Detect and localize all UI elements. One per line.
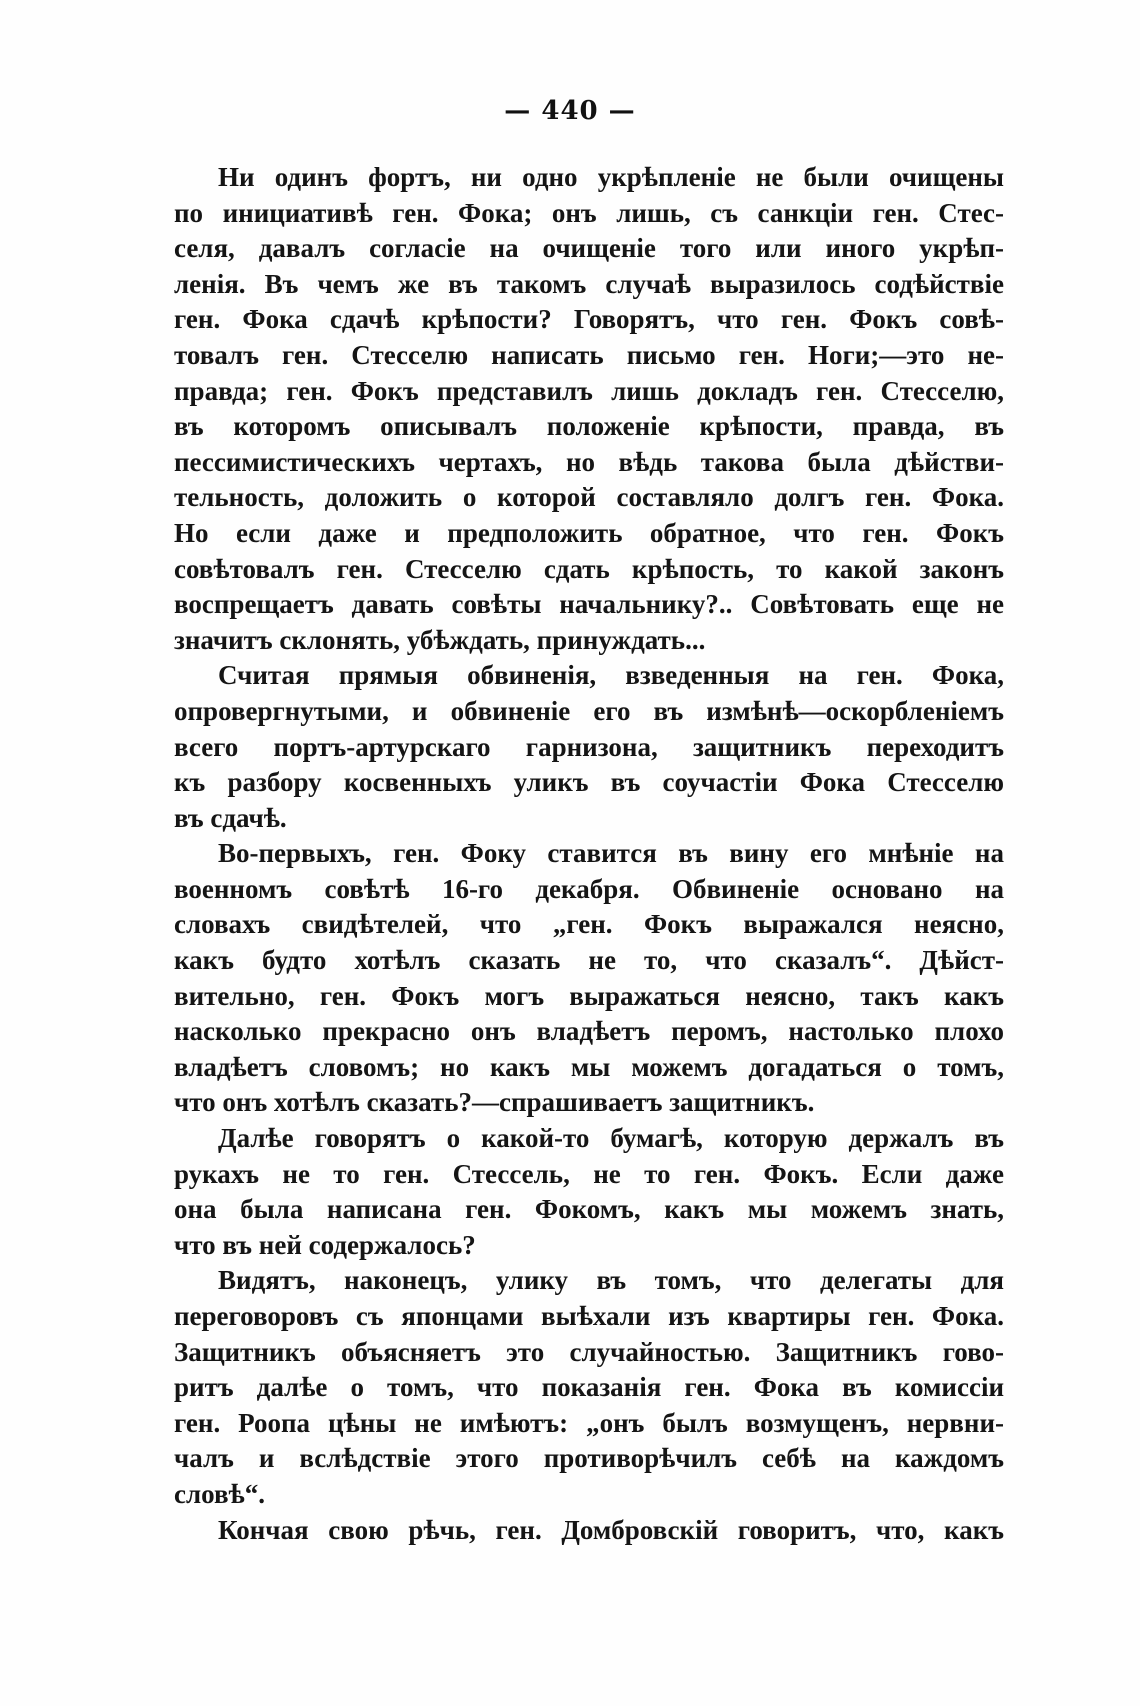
text-line: вительно, ген. Фокъ могъ выражаться неясно, такъ какъ bbox=[174, 980, 1004, 1011]
page-number: — 440 — bbox=[504, 96, 636, 126]
text-line: въ сдачѣ. bbox=[174, 802, 287, 833]
text-line: Ни одинъ фортъ, ни одно укрѣпленіе не были очищены bbox=[218, 162, 1004, 192]
text-line: тельность, доложить о которой составляло долгъ ген. Фока. bbox=[174, 482, 1004, 513]
text-line: пессимистическихъ чертахъ, но вѣдь такова была дѣйстви- bbox=[174, 446, 1004, 477]
text-line: рукахъ не то ген. Стессель, не то ген. Фокъ. Если даже bbox=[174, 1158, 1004, 1189]
text-line: владѣетъ словомъ; но какъ мы можемъ догадаться о томъ, bbox=[174, 1051, 1004, 1082]
text-line: чалъ и вслѣдствіе этого противорѣчилъ себѣ на каждомъ bbox=[174, 1443, 1004, 1474]
text-line: воспрещаетъ давать совѣты начальнику?.. Совѣтовать еще не bbox=[174, 589, 1004, 620]
text-line: переговоровъ съ японцами выѣхали изъ квартиры ген. Фока. bbox=[174, 1301, 1004, 1331]
text-line: правда; ген. Фокъ представилъ лишь докладъ ген. Стесселю, bbox=[174, 375, 1004, 406]
text-line: она была написана ген. Фокомъ, какъ мы можемъ знать, bbox=[174, 1194, 1004, 1225]
text-line: въ которомъ описывалъ положеніе крѣпости, правда, въ bbox=[174, 411, 1004, 442]
text-line: ритъ далѣе о томъ, что показанія ген. Фока въ комиссіи bbox=[174, 1372, 1004, 1403]
text-line: что онъ хотѣлъ сказать?—спрашиваетъ защитникъ. bbox=[174, 1087, 815, 1118]
text-line: Во-первыхъ, ген. Фоку ставится въ вину его мнѣніе на bbox=[218, 838, 1004, 869]
text-line: совѣтовалъ ген. Стесселю сдать крѣпость, то какой законъ bbox=[174, 553, 1004, 584]
text-line: какъ будто хотѣлъ сказать не то, что сказалъ“. Дѣйст- bbox=[174, 945, 1004, 976]
text-line: Видятъ, наконецъ, улику въ томъ, что делегаты для bbox=[218, 1265, 1004, 1296]
text-line: что въ ней содержалось? bbox=[174, 1229, 476, 1260]
text-line: словѣ“. bbox=[174, 1478, 265, 1509]
text-line: Далѣе говорятъ о какой-то бумагѣ, которую держалъ въ bbox=[218, 1123, 1004, 1154]
text-line: насколько прекрасно онъ владѣетъ перомъ, настолько плохо bbox=[174, 1016, 1004, 1047]
text-line: словахъ свидѣтелей, что „ген. Фокъ выражался неясно, bbox=[174, 909, 1004, 940]
text-line: всего портъ-артурскаго гарнизона, защитникъ переходитъ bbox=[174, 731, 1004, 762]
text-line: товалъ ген. Стесселю написать письмо ген. Ноги;—это не- bbox=[174, 339, 1004, 370]
text-line: ген. Фока сдачѣ крѣпости? Говорятъ, что ген. Фокъ совѣ- bbox=[174, 304, 1004, 335]
text-line: Но если даже и предположить обратное, что ген. Фокъ bbox=[174, 517, 1004, 548]
text-line: по инициативѣ ген. Фока; онъ лишь, съ санкціи ген. Стес- bbox=[174, 197, 1004, 228]
text-line: значитъ склонять, убѣждать, принуждать... bbox=[174, 624, 706, 655]
text-line: Защитникъ объясняетъ это случайностью. Защитникъ гово- bbox=[174, 1336, 1004, 1367]
text-line: ген. Роопа цѣны не имѣютъ: „онъ былъ возмущенъ, нервни- bbox=[174, 1407, 1004, 1438]
text-line: Кончая свою рѣчь, ген. Домбровскій говоритъ, что, какъ bbox=[218, 1514, 1004, 1545]
text-line: военномъ совѣтѣ 16-го декабря. Обвиненіе основано на bbox=[174, 873, 1004, 904]
text-line: опровергнутыми, и обвиненіе его въ измѣнѣ—оскорбленіемъ bbox=[174, 695, 1004, 726]
body-text bbox=[174, 160, 1004, 1548]
text-line: ленія. Въ чемъ же въ такомъ случаѣ выразилось содѣйствіе bbox=[174, 268, 1004, 299]
text-line: Считая прямыя обвиненія, взведенныя на ген. Фока, bbox=[218, 660, 1004, 691]
text-line: селя, давалъ согласіе на очищеніе того или иного укрѣп- bbox=[174, 233, 1004, 264]
text-line: къ разбору косвенныхъ уликъ въ соучастіи Фока Стесселю bbox=[174, 767, 1004, 798]
